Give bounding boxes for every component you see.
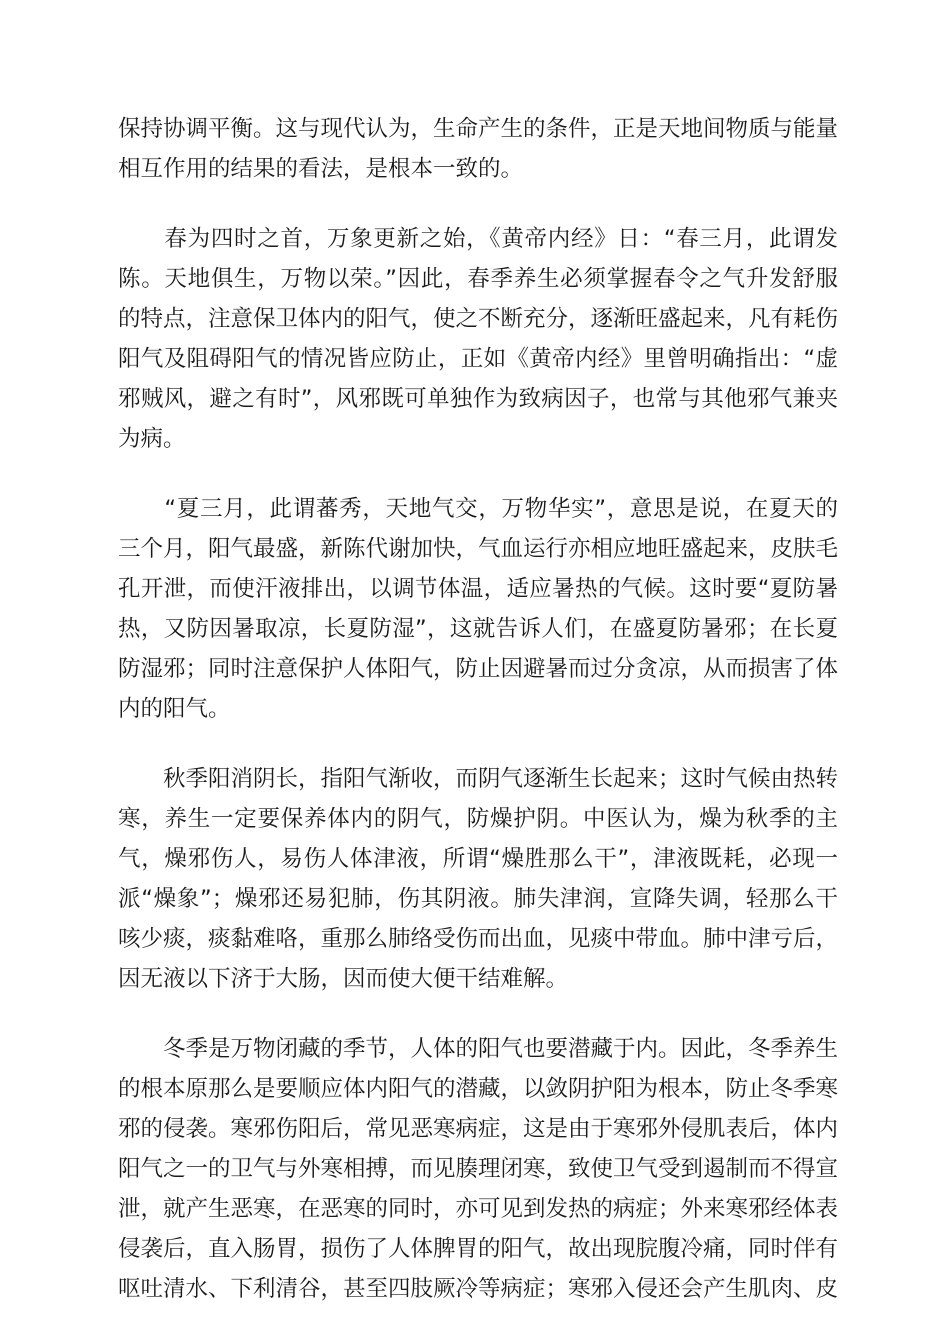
text-line: 陈。天地俱生，万物以荣。”因此，春季养生必须掌握春令之气升发舒服 bbox=[118, 266, 838, 292]
text-line: 邪的侵袭。寒邪伤阳后，常见恶寒病症，这是由于寒邪外侵肌表后，体内 bbox=[118, 1116, 838, 1142]
text-line: 侵袭后，直入肠胃，损伤了人体脾胃的阳气，故出现脘腹冷痛，同时伴有 bbox=[118, 1236, 838, 1262]
text-line: 热，又防因暑取凉，长夏防湿”，这就告诉人们，在盛夏防暑邪；在长夏 bbox=[118, 616, 838, 642]
text-line: 的根本原那么是要顺应体内阳气的潜藏，以敛阴护阳为根本，防止冬季寒 bbox=[118, 1076, 838, 1102]
text-line: 寒，养生一定要保养体内的阴气，防燥护阴。中医认为，燥为秋季的主 bbox=[118, 806, 838, 832]
text-line: 保持协调平衡。这与现代认为，生命产生的条件，正是天地间物质与能量 bbox=[118, 116, 838, 142]
text-line: 阳气之一的卫气与外寒相搏，而见腠理闭寒，致使卫气受到遏制而不得宣 bbox=[118, 1156, 838, 1182]
text-line: 呕吐清水、下利清谷，甚至四肢厥冷等病症；寒邪入侵还会产生肌肉、皮 bbox=[118, 1276, 838, 1302]
text-line: 冬季是万物闭藏的季节，人体的阳气也要潜藏于内。因此，冬季养生 bbox=[118, 1036, 838, 1062]
text-line: 春为四时之首，万象更新之始，《黄帝内经》日：“春三月，此谓发 bbox=[118, 226, 838, 252]
text-line: “夏三月，此谓蕃秀，天地气交，万物华实”，意思是说，在夏天的 bbox=[118, 496, 838, 522]
text-line: 防湿邪；同时注意保护人体阳气，防止因避暑而过分贪凉，从而损害了体 bbox=[118, 656, 838, 682]
text-line: 气，燥邪伤人，易伤人体津液，所谓“燥胜那么干”，津液既耗，必现一 bbox=[118, 846, 838, 872]
text-line: 为病。 bbox=[118, 426, 186, 452]
text-line: 秋季阳消阴长，指阳气渐收，而阴气逐渐生长起来；这时气候由热转 bbox=[118, 766, 838, 792]
text-line: 三个月，阳气最盛，新陈代谢加快，气血运行亦相应地旺盛起来，皮肤毛 bbox=[118, 536, 838, 562]
text-line: 相互作用的结果的看法，是根本一致的。 bbox=[118, 156, 524, 182]
text-line: 内的阳气。 bbox=[118, 696, 231, 722]
text-line: 泄，就产生恶寒，在恶寒的同时，亦可见到发热的病症；外来寒邪经体表 bbox=[118, 1196, 838, 1222]
text-line: 的特点，注意保卫体内的阳气，使之不断充分，逐渐旺盛起来，凡有耗伤 bbox=[118, 306, 838, 332]
text-line: 派“燥象”；燥邪还易犯肺，伤其阴液。肺失津润，宣降失调，轻那么干 bbox=[118, 886, 838, 912]
text-line: 阳气及阻碍阳气的情况皆应防止，正如《黄帝内经》里曾明确指出：“虚 bbox=[118, 346, 838, 372]
text-line: 邪贼风，避之有时”，风邪既可单独作为致病因子，也常与其他邪气兼夹 bbox=[118, 386, 838, 412]
text-line: 咳少痰，痰黏难咯，重那么肺络受伤而出血，见痰中带血。肺中津亏后， bbox=[118, 926, 838, 952]
text-line: 因无液以下济于大肠，因而使大便干结难解。 bbox=[118, 966, 569, 992]
text-line: 孔开泄，而使汗液排出，以调节体温，适应暑热的气候。这时要“夏防暑 bbox=[118, 576, 838, 602]
